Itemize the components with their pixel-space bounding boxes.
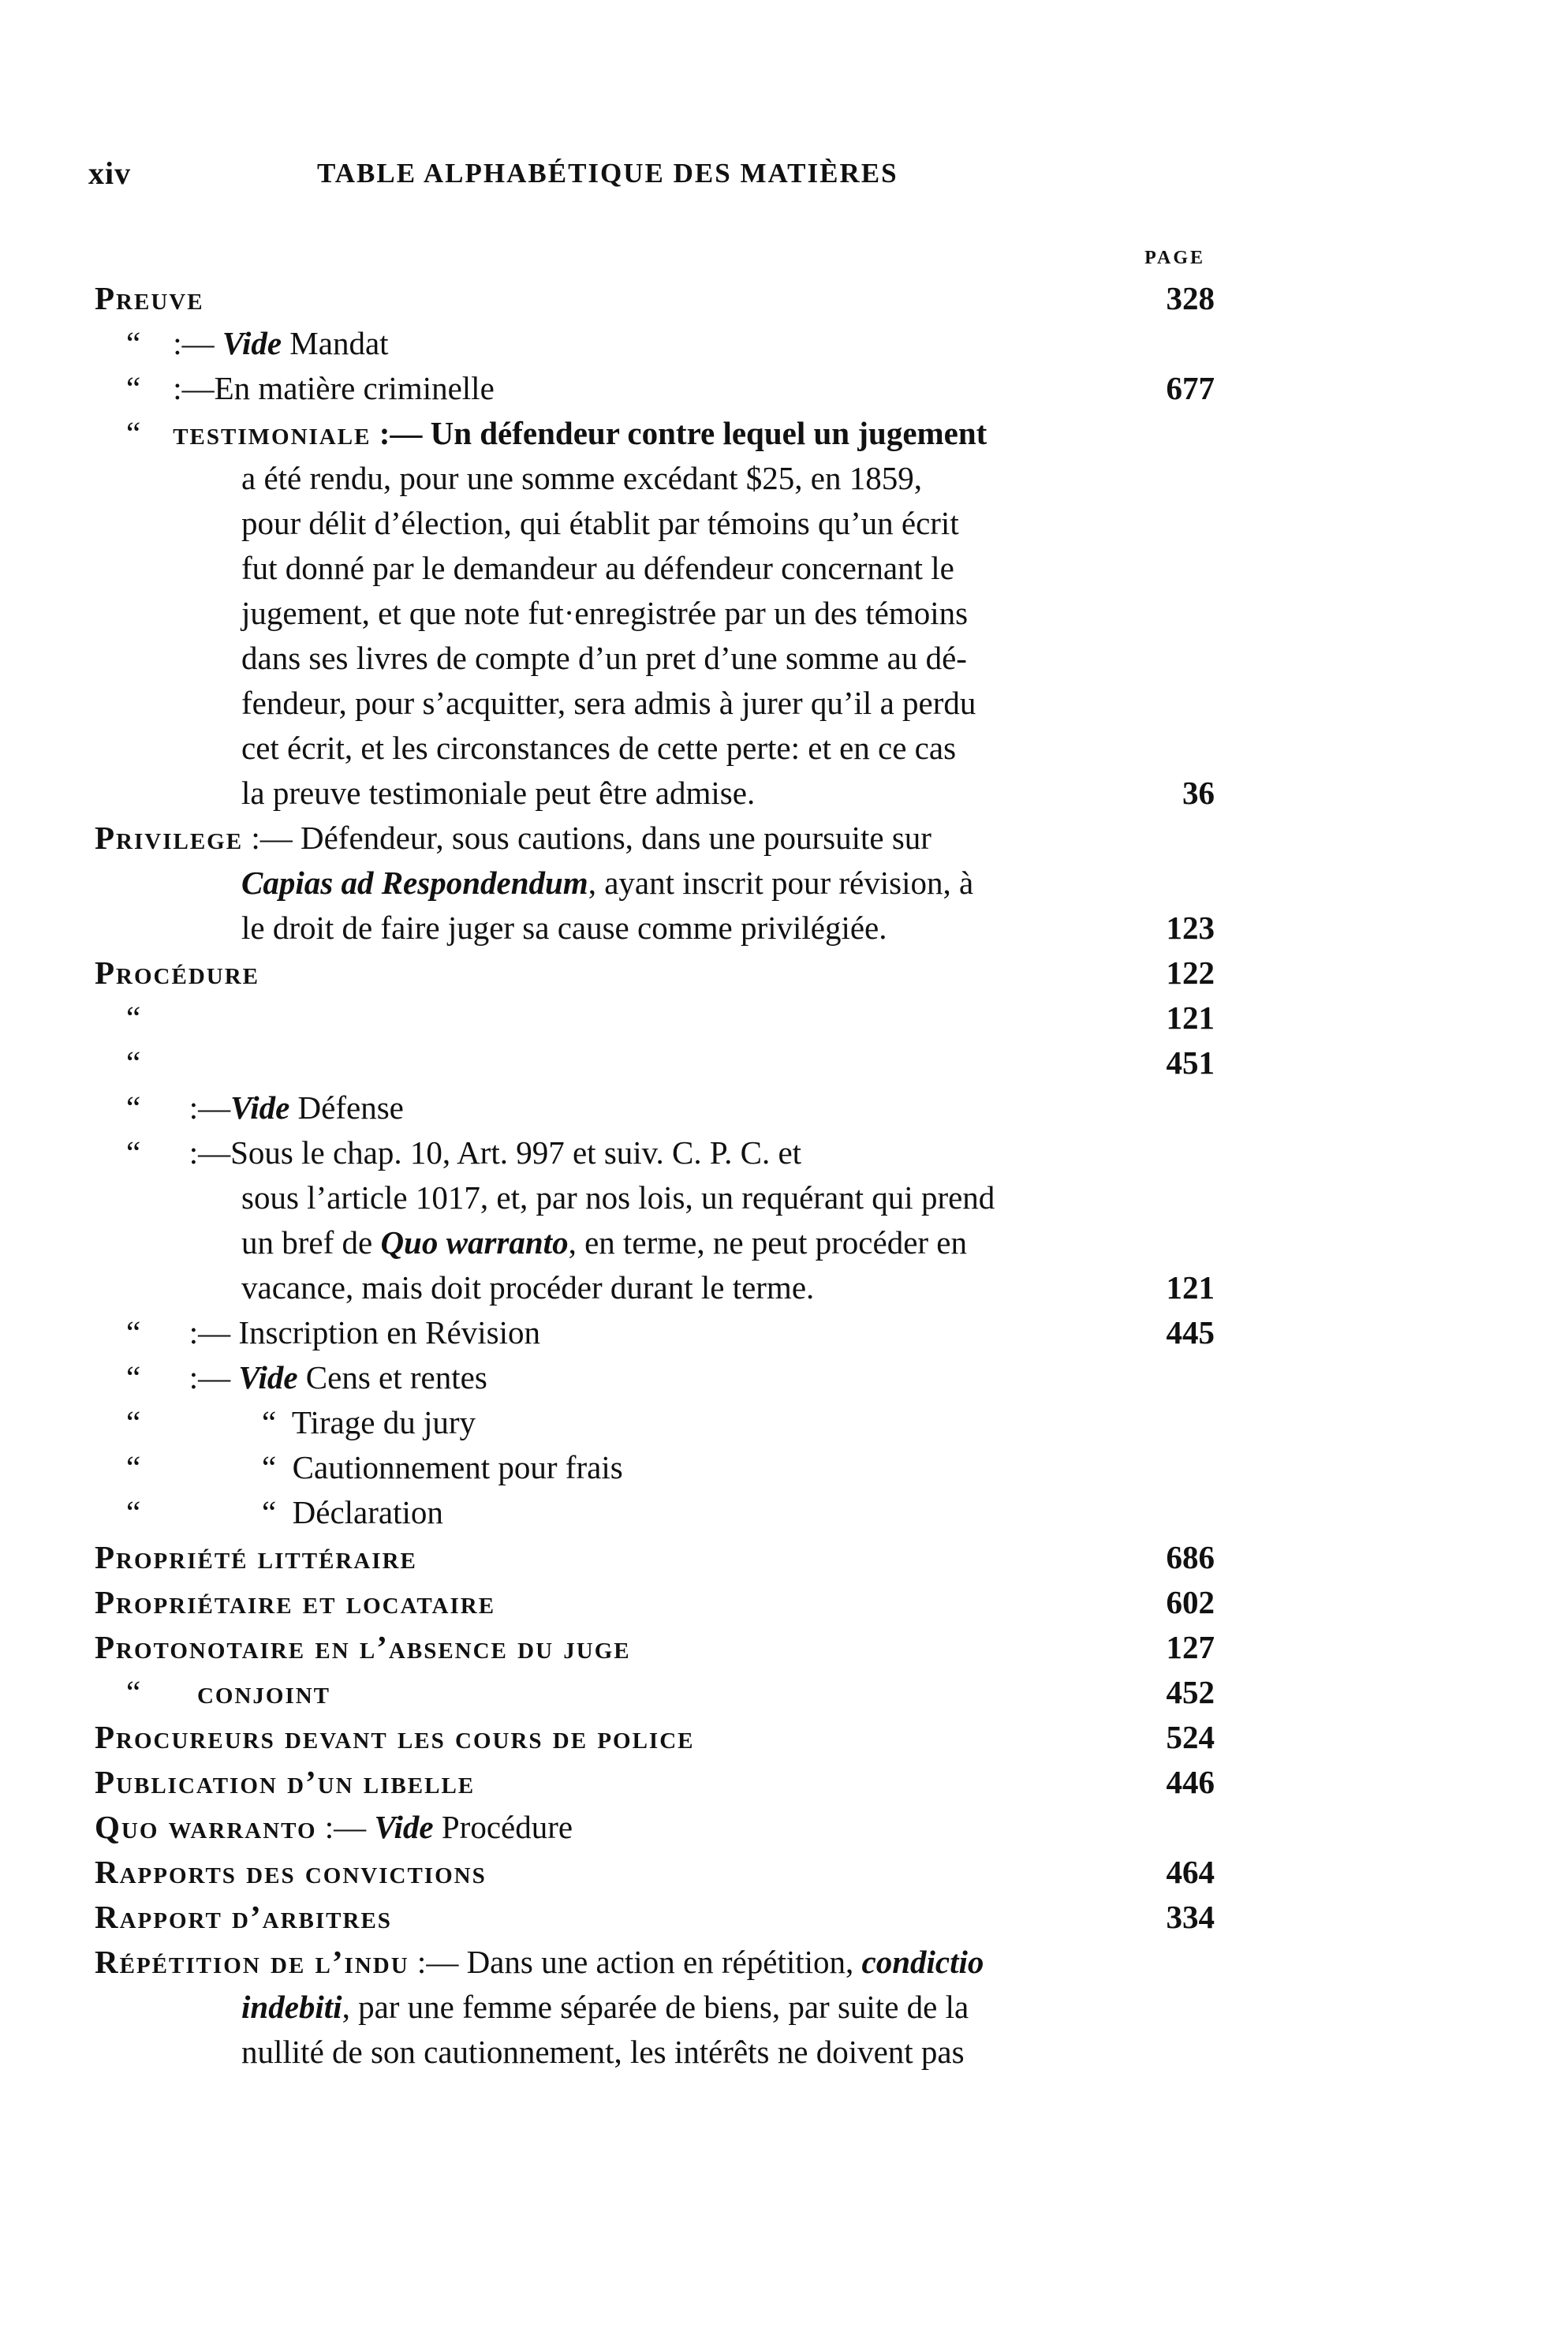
entry-text: :— Défendeur, sous cautions, dans une poursuite sur: [243, 820, 931, 856]
entry-text: “: [126, 1359, 141, 1395]
index-line: [95, 681, 1215, 726]
entry-text: “: [126, 370, 141, 406]
index-entry-text: [241, 546, 954, 591]
index-entry-text: [95, 1625, 631, 1670]
entry-heading: Procureurs devant les cours de police: [95, 1719, 695, 1755]
entry-text: :—: [316, 1809, 375, 1845]
index-line: [95, 1220, 1215, 1265]
index-line: [95, 1490, 1215, 1535]
entry-text: a été rendu, pour une somme excédant $25, en 1859,: [241, 460, 923, 496]
page-number: 334: [1166, 1899, 1215, 1935]
index-line: [95, 726, 1215, 771]
index-line: [95, 546, 1215, 591]
index-entry-text: [126, 996, 140, 1040]
entry-italic: condictio: [861, 1944, 984, 1980]
index-line: [95, 771, 1215, 816]
index-line: [95, 1175, 1215, 1220]
page-number: 121: [1166, 999, 1215, 1036]
entry-italic: Vide: [374, 1809, 434, 1845]
page-number: 446: [1166, 1764, 1215, 1800]
entry-text: :— Inscription en Révision: [140, 1314, 540, 1351]
entry-heading: Propriété littéraire: [95, 1539, 417, 1575]
index-entry-text: [95, 276, 204, 321]
index-entry-text: [95, 1760, 475, 1805]
index-line: [95, 636, 1215, 681]
entry-text: sous l’article 1017, et, par nos lois, un requérant qui prend: [241, 1179, 995, 1216]
index-entry-text: [241, 726, 956, 771]
entry-text: “ Cautionnement pour frais: [140, 1449, 623, 1485]
index-entry-text: [241, 906, 887, 951]
entry-heading: conjoint: [196, 1674, 331, 1710]
entry-text: “ Tirage du jury: [140, 1404, 476, 1440]
index-entry-text: [126, 1040, 140, 1085]
entry-text: “: [126, 1089, 141, 1126]
entry-heading: Rapports des convictions: [95, 1854, 487, 1890]
index-entry-text: [126, 366, 495, 411]
entry-text: :— Un défendeur contre lequel un jugement: [371, 415, 987, 451]
entry-text: nullité de son cautionnement, les intérêts ne doivent pas: [241, 2034, 965, 2070]
entry-text: , en terme, ne peut procéder en: [568, 1224, 967, 1261]
entry-heading: Publication d’un libelle: [95, 1764, 476, 1800]
index-entry-text: [241, 771, 755, 816]
index-line: [95, 1265, 1215, 1310]
entry-italic: Capias ad Respondendum: [241, 865, 588, 901]
entry-heading: Répétition de l’indu: [95, 1944, 409, 1980]
index-line: [95, 1895, 1215, 1940]
entry-text: “: [126, 415, 141, 451]
index-line: [95, 1085, 1215, 1130]
index-line: [95, 411, 1215, 456]
index-entry-text: [95, 1940, 984, 1985]
page-number: 677: [1166, 370, 1215, 406]
entry-text: “: [126, 1674, 141, 1710]
page-number: 122: [1166, 955, 1215, 991]
entry-text: “: [126, 1449, 141, 1485]
index-line: [95, 321, 1215, 366]
page-number: 121: [1166, 1269, 1215, 1306]
page-number: 451: [1166, 1044, 1215, 1081]
entry-text: “: [126, 1044, 141, 1081]
index-entries: [95, 276, 1215, 2075]
index-entry-text: [95, 1580, 495, 1625]
index-entry-text: [241, 1175, 995, 1220]
index-line: [95, 1040, 1215, 1085]
index-line: [95, 1760, 1215, 1805]
index-line: [95, 1940, 1215, 1985]
index-line: [95, 1310, 1215, 1355]
page-number: 524: [1166, 1719, 1215, 1755]
entry-heading: Propriétaire et locataire: [95, 1584, 496, 1620]
index-line: [95, 1400, 1215, 1445]
index-entry-text: [126, 1355, 487, 1400]
entry-text: Procédure: [433, 1809, 573, 1845]
entry-text: pour délit d’élection, qui établit par témoins qu’un écrit: [241, 505, 959, 541]
index-line: [95, 1850, 1215, 1895]
entry-heading: Privilege: [95, 820, 244, 856]
entry-text: la preuve testimoniale peut être admise.: [241, 775, 756, 811]
page-number: 686: [1166, 1539, 1215, 1575]
entry-text: jugement, et que note fut·enregistrée par un des témoins: [241, 595, 969, 631]
entry-italic: indebiti: [241, 1989, 342, 2025]
entry-text: :—: [140, 1359, 239, 1395]
page-number: 452: [1166, 1674, 1215, 1710]
index-entry-text: [95, 1715, 695, 1760]
index-line: [95, 366, 1215, 411]
entry-text: :—: [140, 1089, 231, 1126]
entry-text: “: [126, 1494, 141, 1530]
index-line: [95, 1625, 1215, 1670]
index-entry-text: [126, 1490, 443, 1535]
index-line: [95, 951, 1215, 996]
entry-text: [140, 1674, 197, 1710]
index-line: [95, 861, 1215, 906]
entry-text: un bref de: [241, 1224, 381, 1261]
index-entry-text: [126, 1310, 540, 1355]
index-line: [95, 906, 1215, 951]
entry-text: “ Déclaration: [140, 1494, 443, 1530]
page-number: 328: [1166, 280, 1215, 316]
index-line: [95, 996, 1215, 1040]
index-entry-text: [126, 1670, 330, 1715]
entry-heading: Preuve: [95, 280, 204, 316]
running-title: TABLE ALPHABÉTIQUE DES MATIÈRES: [317, 158, 898, 189]
entry-italic: Quo warranto: [380, 1224, 569, 1261]
entry-text: “: [126, 1404, 141, 1440]
entry-text: , ayant inscrit pour révision, à: [588, 865, 974, 901]
entry-text: cet écrit, et les circonstances de cette perte: et en ce cas: [241, 730, 957, 766]
index-line: [95, 1715, 1215, 1760]
index-entry-text: [95, 951, 259, 996]
index-entry-text: [241, 456, 922, 501]
folio-number: xiv: [88, 155, 132, 191]
entry-text: fendeur, pour s’acquitter, sera admis à jurer qu’il a perdu: [241, 685, 976, 721]
index-line: [95, 1355, 1215, 1400]
entry-italic: Vide: [238, 1359, 298, 1395]
index-entry-text: [126, 1400, 476, 1445]
page-number: 464: [1166, 1854, 1215, 1890]
index-line: [95, 1580, 1215, 1625]
index-line: [95, 456, 1215, 501]
entry-heading: Procédure: [95, 955, 260, 991]
entry-text: dans ses livres de compte d’un pret d’une somme au dé-: [241, 640, 967, 676]
index-entry-text: [241, 1265, 814, 1310]
index-entry-text: [95, 1850, 487, 1895]
page-number: 602: [1166, 1584, 1215, 1620]
index-line: [95, 816, 1215, 861]
index-line: [95, 2030, 1215, 2075]
index-entry-text: [241, 2030, 965, 2075]
entry-text: “: [126, 1314, 141, 1351]
entry-text: , par une femme séparée de biens, par suite de la: [342, 1989, 969, 2025]
index-entry-text: [241, 636, 967, 681]
index-line: [95, 1445, 1215, 1490]
index-line: [95, 1670, 1215, 1715]
index-entry-text: [241, 501, 959, 546]
entry-heading: Rapport d’arbitres: [95, 1899, 392, 1935]
index-entry-text: [126, 1445, 623, 1490]
index-entry-text: [126, 321, 389, 366]
entry-text: :— Dans une action en répétition,: [409, 1944, 862, 1980]
entry-italic: Vide: [230, 1089, 290, 1126]
entry-text: Cens et rentes: [297, 1359, 487, 1395]
page-number: 127: [1166, 1629, 1215, 1665]
entry-text: vacance, mais doit procéder durant le terme.: [241, 1269, 815, 1306]
index-line: [95, 501, 1215, 546]
index-entry-text: [241, 861, 973, 906]
entry-italic: Vide: [222, 325, 282, 361]
index-line: [95, 1535, 1215, 1580]
index-line: [95, 1985, 1215, 2030]
entry-text: Mandat: [282, 325, 389, 361]
index-entry-text: [126, 1130, 801, 1175]
index-line: [95, 1130, 1215, 1175]
index-entry-text: [241, 1985, 969, 2030]
page-number: 445: [1166, 1314, 1215, 1351]
index-line: [95, 276, 1215, 321]
index-line: [95, 591, 1215, 636]
index-line: [95, 1805, 1215, 1850]
index-entry-text: [95, 816, 931, 861]
entry-text: :—Sous le chap. 10, Art. 997 et suiv. C. P. C. et: [140, 1134, 802, 1171]
index-entry-text: [95, 1535, 417, 1580]
index-entry-text: [126, 1085, 404, 1130]
entry-text: Défense: [289, 1089, 404, 1126]
entry-text: :—: [140, 325, 222, 361]
page-header: [88, 155, 1208, 202]
index-entry-text: [241, 1220, 967, 1265]
index-entry-text: [126, 411, 987, 456]
index-entry-text: [241, 591, 968, 636]
entry-heading: Protonotaire en l’absence du juge: [95, 1629, 631, 1665]
entry-text: “: [126, 1134, 141, 1171]
entry-text: le droit de faire juger sa cause comme privilégiée.: [241, 910, 887, 946]
entry-heading: testimoniale: [173, 415, 371, 451]
entry-text: fut donné par le demandeur au défendeur concernant le: [241, 550, 954, 586]
index-entry-text: [241, 681, 976, 726]
entry-heading: Quo warranto: [95, 1809, 317, 1845]
page-number: 123: [1166, 910, 1215, 946]
entry-text: :—En matière criminelle: [140, 370, 495, 406]
entry-text: “: [126, 999, 141, 1036]
index-entry-text: [95, 1895, 392, 1940]
index-entry-text: [95, 1805, 573, 1850]
page-number: 36: [1182, 775, 1215, 811]
entry-text: “: [126, 325, 141, 361]
entry-text: [140, 415, 173, 451]
page-column-label: PAGE: [1144, 248, 1205, 268]
